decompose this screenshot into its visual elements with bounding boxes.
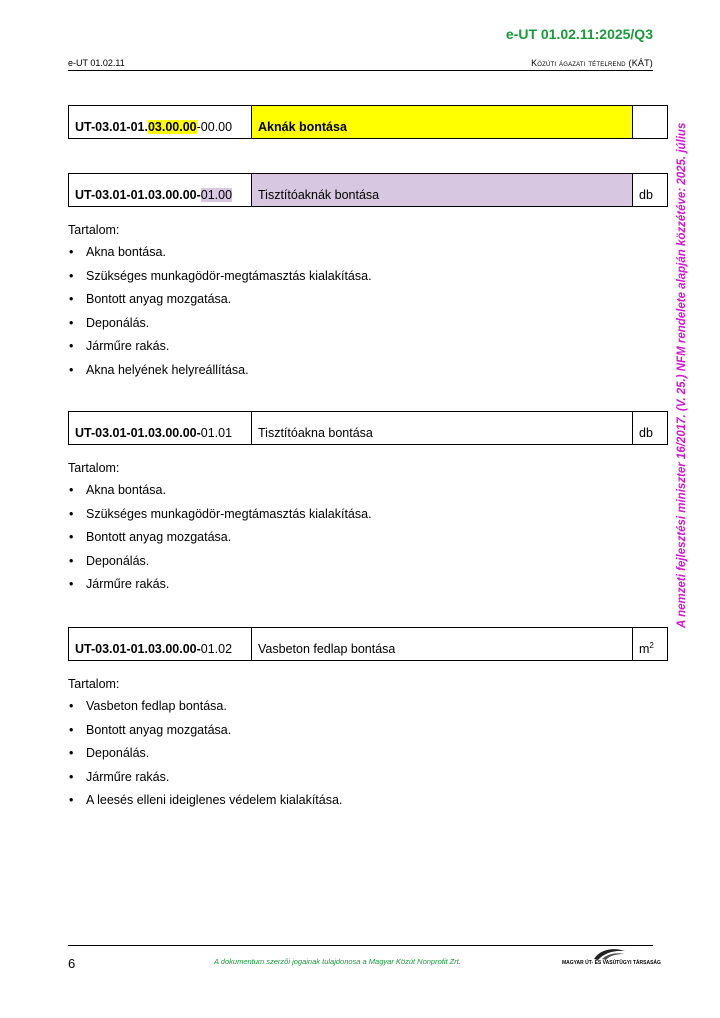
list-item: • Járműre rakás. bbox=[68, 770, 342, 794]
content-block-2 bbox=[68, 461, 372, 601]
header-left: e-UT 01.02.11 bbox=[68, 58, 125, 68]
content-title: Tartalom: bbox=[68, 461, 120, 475]
item-code: UT-03.01-01.03.00.00-01.01 bbox=[69, 412, 252, 445]
content-block-3 bbox=[68, 677, 342, 817]
list-item: • Deponálás. bbox=[68, 316, 372, 340]
list-item: • Vasbeton fedlap bontása. bbox=[68, 699, 342, 723]
item-code: UT-03.01-01.03.00.00-01.00 bbox=[69, 174, 252, 207]
footer-logo bbox=[562, 947, 661, 969]
list-item: • Deponálás. bbox=[68, 554, 372, 578]
item-code: UT-03.01-01.03.00.00-01.02 bbox=[69, 628, 252, 661]
content-title: Tartalom: bbox=[68, 223, 120, 237]
list-item: • Bontott anyag mozgatása. bbox=[68, 530, 372, 554]
item-unit: db bbox=[633, 412, 668, 445]
item-name: Vasbeton fedlap bontása bbox=[252, 628, 633, 661]
side-note: A nemzeti fejlesztési miniszter 16/2017. (V. 25.) NFM rendelete alapján közzétéve: 2025. július bbox=[676, 122, 688, 628]
item-unit: db bbox=[633, 174, 668, 207]
list-item: • Szükséges munkagödör-megtámasztás kialakítása. bbox=[68, 269, 372, 293]
item-unit: $m^2$ bbox=[633, 628, 668, 661]
item-name: Aknák bontása bbox=[252, 106, 633, 139]
content-title: Tartalom: bbox=[68, 677, 120, 691]
list-item: • Bontott anyag mozgatása. bbox=[68, 723, 342, 747]
footer-copyright: A dokumentum szerzői jogainak tulajdonosa a Magyar Közút Nonprofit Zrt. bbox=[214, 957, 461, 966]
bullet-list bbox=[68, 483, 372, 601]
list-item: • Akna helyének helyreállítása. bbox=[68, 363, 372, 387]
list-item: • A leesés elleni ideiglenes védelem kialakítása. bbox=[68, 793, 342, 817]
list-item: • Akna bontása. bbox=[68, 245, 372, 269]
list-item: • Akna bontása. bbox=[68, 483, 372, 507]
item-name: Tisztítóakna bontása bbox=[252, 412, 633, 445]
list-item: • Járműre rakás. bbox=[68, 339, 372, 363]
item-name: Tisztítóaknák bontása bbox=[252, 174, 633, 207]
page-number: 6 bbox=[68, 956, 76, 971]
item-table-1 bbox=[68, 105, 668, 139]
road-logo-icon bbox=[592, 947, 626, 961]
footer-rule bbox=[68, 945, 653, 946]
item-unit bbox=[633, 106, 668, 139]
item-table-4 bbox=[68, 627, 668, 661]
bullet-list bbox=[68, 245, 372, 386]
list-item: • Deponálás. bbox=[68, 746, 342, 770]
item-code: UT-03.01-01.03.00.00-00.00 bbox=[69, 106, 252, 139]
bullet-list bbox=[68, 699, 342, 817]
header-rule bbox=[68, 70, 653, 71]
content-block-1 bbox=[68, 223, 372, 386]
logo-text: MAGYAR ÚT- ÉS VASÚTÜGYI TÁRSASÁG bbox=[562, 960, 661, 966]
header-right: Közúti ágazati tételrend (KÁT) bbox=[531, 58, 653, 68]
item-table-2 bbox=[68, 173, 668, 207]
list-item: • Szükséges munkagödör-megtámasztás kialakítása. bbox=[68, 507, 372, 531]
list-item: • Bontott anyag mozgatása. bbox=[68, 292, 372, 316]
item-table-3 bbox=[68, 411, 668, 445]
doc-code: e-UT 01.02.11:2025/Q3 bbox=[505, 26, 653, 42]
list-item: • Járműre rakás. bbox=[68, 577, 372, 601]
